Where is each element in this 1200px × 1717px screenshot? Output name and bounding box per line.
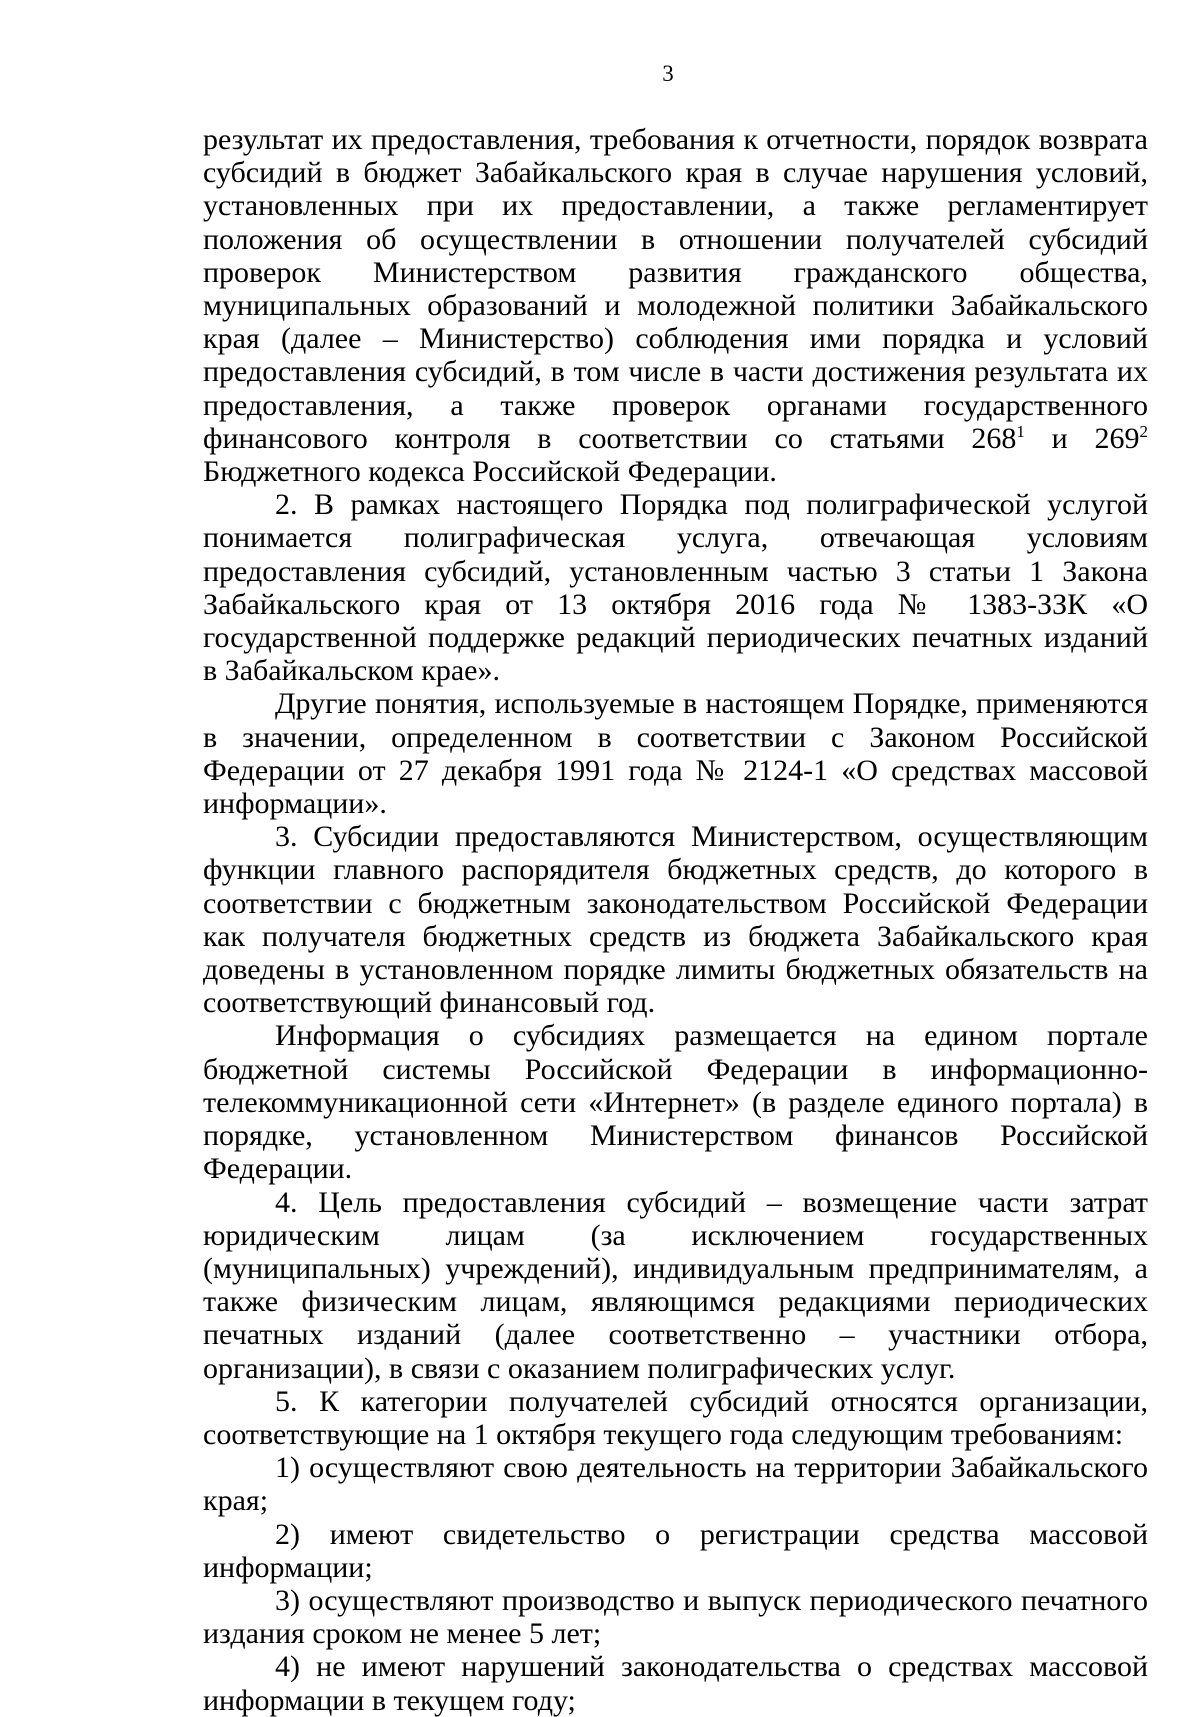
list-item-4: 4) не имеют нарушений законодательства о средствах массовой информации в текущем году; — [203, 1650, 1148, 1717]
list-item-2: 2) имеют свидетельство о регистрации средства массовой информации; — [203, 1517, 1148, 1584]
paragraph-4: 4. Цель предоставления субсидий – возмещение части затрат юридическим лицам (за исключением государственных (муниципальных) учреждений), индивидуальным предпринимателям, а также физическим лицам, являющимся редакциями периодических печатных изданий (далее соответственно – участники отбора, организации), в связи с оказанием полиграфических услуг. — [203, 1185, 1148, 1385]
list-item-3: 3) осуществляют производство и выпуск периодического печатного издания сроком не менее 5 лет; — [203, 1583, 1148, 1651]
paragraph-continuation — [203, 123, 1148, 488]
paragraph-2: 2. В рамках настоящего Порядка под полиграфической услугой понимается полиграфическая услуга, отвечающая условиям предоставления субсидий, установленным частью 3 статьи 1 Закона Забайкальского края от 13 октября 2016 года № 1383-ЗЗК «О государственной поддержке редакций периодических печатных изданий в Забайкальском крае». — [203, 488, 1148, 688]
paragraph-5: 5. К категории получателей субсидий относятся организации, соответствующие на 1 октября текущего года следующим требованиям: — [203, 1384, 1148, 1451]
paragraph-subsidy-info: Информация о субсидиях размещается на едином портале бюджетной системы Российской Федерации в информационно-телекоммуникационной сети «Интернет» (в разделе единого портала) в порядке, установленном Министерством финансов Российской Федерации. — [203, 1019, 1148, 1186]
list-item-1: 1) осуществляют свою деятельность на территории Забайкальского края; — [203, 1451, 1148, 1518]
superscript-1: 1 — [1016, 421, 1025, 441]
paragraph-other-concepts: Другие понятия, используемые в настоящем Порядке, применяются в значении, определенном в соответствии с Законом Российской Федерации от 27 декабря 1991 года № 2124-1 «О средствах массовой информации». — [203, 687, 1148, 821]
paragraph-3: 3. Субсидии предоставляются Министерством, осуществляющим функции главного распорядителя бюджетных средств, до которого в соответствии с бюджетным законодательством Российской Федерации как получателя бюджетных средств из бюджета Забайкальского края доведены в установленном порядке лимиты бюджетных обязательств на соответствующий финансовый год. — [203, 820, 1148, 1020]
paragraph-text-mid: и 269 — [1024, 421, 1140, 455]
document-body — [203, 123, 1148, 1717]
page-number: 3 — [662, 61, 674, 86]
paragraph-text: результат их предоставления, требования к отчетности, порядок возврата субсидий в бюджет Забайкальского края в случае нарушения условий, установленных при их предоставлении, а также регламентирует положения об осуществлении в отношении получателей субсидий проверок Министерством развития гражданского общества, муниципальных образований и молодежной политики Забайкальского края (далее – Министерство) соблюдения ими порядка и условий предоставления субсидий, в том числе в части достижения результата их предоставления, а также проверок органами государственного финансового контроля в соответствии со статьями 268 — [203, 123, 1148, 455]
superscript-2: 2 — [1139, 421, 1148, 441]
paragraph-text-tail: Бюджетного кодекса Российской Федерации. — [203, 455, 777, 489]
